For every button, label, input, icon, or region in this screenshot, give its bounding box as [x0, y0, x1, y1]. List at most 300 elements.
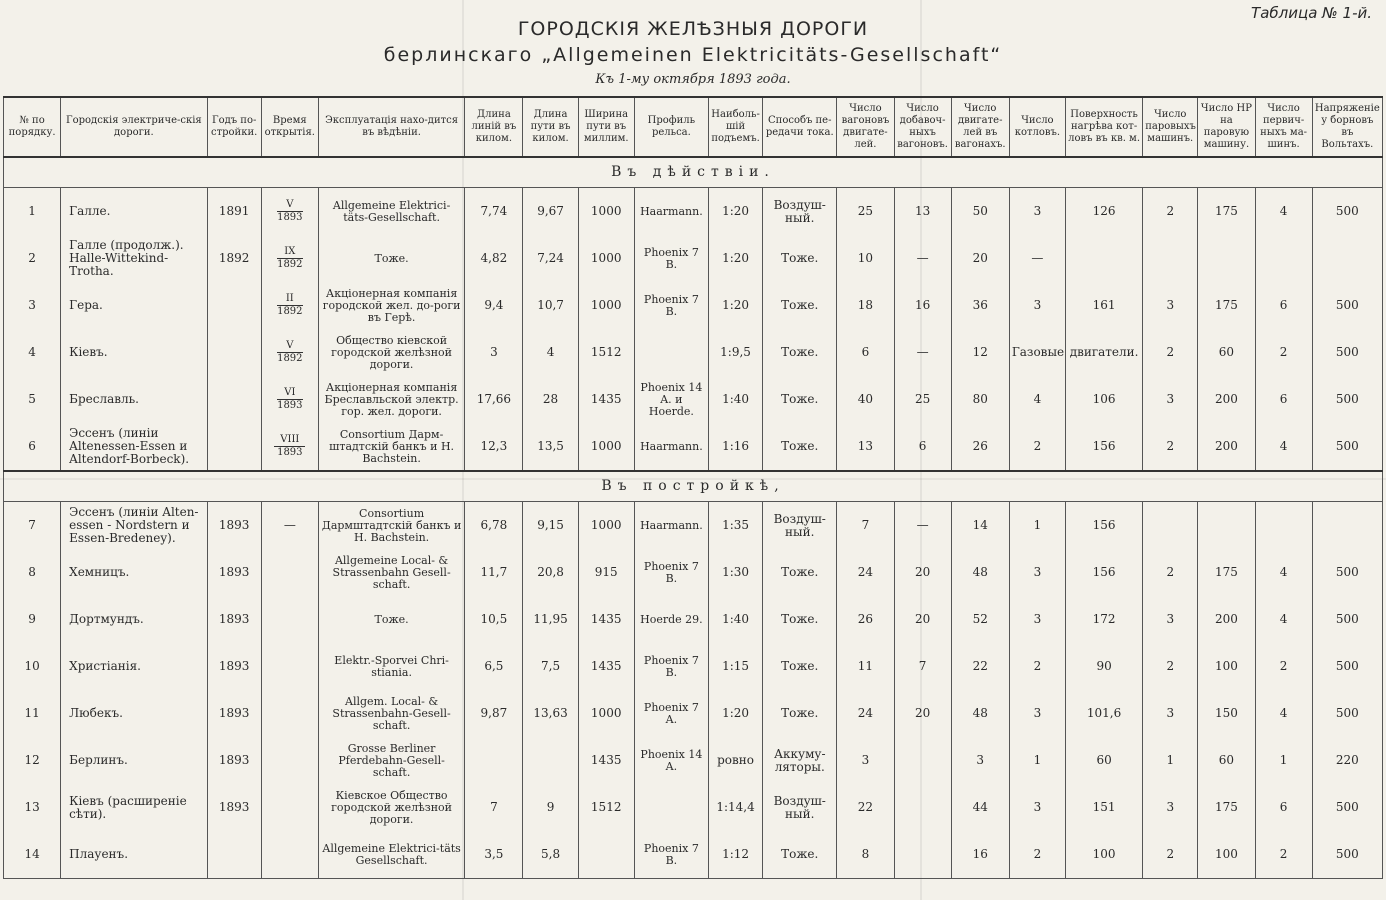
cell-hp: [1198, 502, 1255, 550]
cell-steam-engines: 2: [1143, 329, 1198, 376]
cell-primary: 2: [1255, 643, 1312, 690]
cell-motors: 36: [951, 282, 1009, 329]
cell-trailers: 20: [894, 549, 951, 596]
cell-gauge: 915: [578, 549, 634, 596]
cell-name: Кіевъ.: [61, 329, 207, 376]
cell-grade: 1:9,5: [708, 329, 762, 376]
cell-motor-cars: 24: [837, 549, 894, 596]
cell-rail: Phoenix 7 B.: [634, 831, 708, 879]
cell-name: Плауенъ.: [61, 831, 207, 879]
cell-opening: [261, 329, 318, 376]
opening-year: 1892: [277, 259, 303, 270]
cell-gauge: 1000: [578, 690, 634, 737]
cell-grade: 1:20: [708, 690, 762, 737]
cell-current: Тоже.: [763, 282, 837, 329]
table-row: [4, 831, 1383, 879]
cell-heating: 161: [1065, 282, 1142, 329]
cell-current: Тоже.: [763, 423, 837, 471]
cell-grade: 1:40: [708, 596, 762, 643]
opening-year: 1892: [277, 353, 303, 364]
table-row: [4, 423, 1383, 471]
cell-boilers: 3: [1009, 188, 1065, 236]
cell-voltage: 500: [1312, 329, 1382, 376]
cell-grade: 1:16: [708, 423, 762, 471]
table-row: [4, 643, 1383, 690]
opening-fraction: [277, 340, 302, 365]
cell-len-track: 11,95: [523, 596, 578, 643]
cell-steam-engines: 2: [1143, 549, 1198, 596]
cell-primary: 2: [1255, 831, 1312, 879]
cell-grade: 1:14,4: [708, 784, 762, 831]
cell-motors: 26: [951, 423, 1009, 471]
cell-name: Кіевъ (расширеніе сѣти).: [61, 784, 207, 831]
cell-hp: 100: [1198, 831, 1255, 879]
table-row: [4, 376, 1383, 423]
page-subtitle: берлинскаго „Allgemeinen Elektricitäts-Gesellschaft“: [383, 44, 1003, 66]
cell-year: 1893: [207, 596, 261, 643]
cell-name: Христіанія.: [61, 643, 207, 690]
cell-gauge: 1000: [578, 282, 634, 329]
cell-gauge: 1512: [578, 784, 634, 831]
cell-operator: Акціонерная компанія городской жел. до-роги въ Герѣ.: [318, 282, 464, 329]
cell-heating: 106: [1065, 376, 1142, 423]
cell-boilers: Газовые: [1009, 329, 1065, 376]
column-header: Время открытія.: [261, 97, 318, 157]
cell-len-line: 12,3: [465, 423, 523, 471]
cell-len-line: 3: [465, 329, 523, 376]
table-row: [4, 235, 1383, 282]
column-header: Длина линій въ килом.: [465, 97, 523, 157]
cell-len-line: 4,82: [465, 235, 523, 282]
cell-motors: 80: [951, 376, 1009, 423]
cell-len-track: 4: [523, 329, 578, 376]
column-header: Число HP на паровую машину.: [1198, 97, 1255, 157]
cell-len-line: [465, 737, 523, 784]
cell-year: 1893: [207, 737, 261, 784]
cell-hp: [1198, 235, 1255, 282]
cell-motor-cars: 25: [837, 188, 894, 236]
cell-year: 1893: [207, 643, 261, 690]
column-header: № по порядку.: [4, 97, 61, 157]
cell-motor-cars: 7: [837, 502, 894, 550]
cell-no: 12: [4, 737, 61, 784]
cell-hp: 200: [1198, 596, 1255, 643]
cell-hp: 175: [1198, 549, 1255, 596]
cell-boilers: 2: [1009, 423, 1065, 471]
cell-motors: 22: [951, 643, 1009, 690]
table-row: [4, 329, 1383, 376]
cell-len-line: 10,5: [465, 596, 523, 643]
cell-voltage: 500: [1312, 596, 1382, 643]
cell-name: Бреславль.: [61, 376, 207, 423]
cell-rail: [634, 329, 708, 376]
cell-trailers: 25: [894, 376, 951, 423]
cell-name: Эссенъ (линіи Alten-essen - Nordstern и Essen-Bredeney).: [61, 502, 207, 550]
cell-name: Галле (продолж.). Halle-Wittekind-Trotha.: [61, 235, 207, 282]
cell-motor-cars: 3: [837, 737, 894, 784]
cell-motors: 20: [951, 235, 1009, 282]
cell-motor-cars: 40: [837, 376, 894, 423]
cell-current: Воздуш-ный.: [763, 502, 837, 550]
cell-steam-engines: 2: [1143, 643, 1198, 690]
cell-gauge: 1000: [578, 502, 634, 550]
cell-name: Галле.: [61, 188, 207, 236]
column-header: Городскія электриче-скія дороги.: [61, 97, 207, 157]
cell-boilers: 1: [1009, 737, 1065, 784]
cell-operator: Elektr.-Sporvei Chri-stiania.: [318, 643, 464, 690]
cell-primary: [1255, 502, 1312, 550]
cell-year: 1893: [207, 549, 261, 596]
cell-len-line: 7,74: [465, 188, 523, 236]
cell-current: Аккуму-ляторы.: [763, 737, 837, 784]
cell-len-track: 13,5: [523, 423, 578, 471]
cell-len-line: 9,87: [465, 690, 523, 737]
cell-opening: [261, 831, 318, 879]
cell-steam-engines: 3: [1143, 282, 1198, 329]
page-title: ГОРОДСКІЯ ЖЕЛѢЗНЫЯ ДОРОГИ: [517, 18, 869, 40]
cell-gauge: 1000: [578, 423, 634, 471]
cell-steam-engines: 2: [1143, 831, 1198, 879]
cell-year: [207, 831, 261, 879]
cell-heating: 100: [1065, 831, 1142, 879]
section-title: Въ дѣйствіи.: [4, 157, 1383, 188]
cell-operator: Тоже.: [318, 235, 464, 282]
column-header: Число вагоновъ двигате-лей.: [837, 97, 894, 157]
cell-len-line: 6,78: [465, 502, 523, 550]
cell-gauge: [578, 831, 634, 879]
column-header: Способъ пе-редачи тока.: [763, 97, 837, 157]
cell-len-track: 28: [523, 376, 578, 423]
cell-trailers: 7: [894, 643, 951, 690]
cell-heating: 151: [1065, 784, 1142, 831]
cell-operator: Consortium Дарм-штадтскій банкъ и Н. Bachstein.: [318, 423, 464, 471]
cell-primary: 4: [1255, 549, 1312, 596]
cell-current: Тоже.: [763, 831, 837, 879]
cell-name: Хемницъ.: [61, 549, 207, 596]
cell-gauge: 1435: [578, 376, 634, 423]
column-header: Длина пути въ килом.: [523, 97, 578, 157]
column-header: Число добавоч-ныхъ вагоновъ.: [894, 97, 951, 157]
cell-trailers: 6: [894, 423, 951, 471]
cell-operator: Тоже.: [318, 596, 464, 643]
cell-grade: 1:35: [708, 502, 762, 550]
cell-name: Дортмундъ.: [61, 596, 207, 643]
section-header: [4, 471, 1383, 502]
column-header: Число двигате-лей въ вагонахъ.: [951, 97, 1009, 157]
cell-hp: 60: [1198, 737, 1255, 784]
cell-rail: Hoerde 29.: [634, 596, 708, 643]
cell-motors: 50: [951, 188, 1009, 236]
column-header: Число котловъ.: [1009, 97, 1065, 157]
cell-trailers: 16: [894, 282, 951, 329]
cell-voltage: 500: [1312, 784, 1382, 831]
cell-trailers: [894, 737, 951, 784]
cell-steam-engines: 3: [1143, 376, 1198, 423]
cell-operator: Grosse Berliner Pferdebahn-Gesell-schaft.: [318, 737, 464, 784]
opening-year: 1893: [277, 212, 303, 223]
cell-len-line: 7: [465, 784, 523, 831]
cell-year: [207, 282, 261, 329]
cell-motors: 48: [951, 549, 1009, 596]
cell-motor-cars: 18: [837, 282, 894, 329]
column-header: Напряженіе у борновъ въ Вольтахъ.: [1312, 97, 1382, 157]
cell-no: 7: [4, 502, 61, 550]
cell-opening: [261, 549, 318, 596]
table-row: [4, 549, 1383, 596]
cell-operator: Consortium Дармштадтскій банкъ и Н. Bachstein.: [318, 502, 464, 550]
cell-rail: Haarmann.: [634, 502, 708, 550]
cell-voltage: [1312, 235, 1382, 282]
cell-primary: [1255, 235, 1312, 282]
cell-steam-engines: 1: [1143, 737, 1198, 784]
cell-operator: Allgemeine Elektrici-täts Gesellschaft.: [318, 831, 464, 879]
cell-name: Любекъ.: [61, 690, 207, 737]
cell-grade: 1:40: [708, 376, 762, 423]
cell-operator: Кіевское Общество городской желѣзной дороги.: [318, 784, 464, 831]
cell-boilers: 2: [1009, 643, 1065, 690]
cell-len-track: 9,15: [523, 502, 578, 550]
opening-fraction: [277, 387, 302, 412]
cell-gauge: 1435: [578, 643, 634, 690]
column-header: Профиль рельса.: [634, 97, 708, 157]
opening-fraction: [274, 434, 305, 459]
cell-motor-cars: 22: [837, 784, 894, 831]
cell-opening: —: [261, 502, 318, 550]
opening-fraction: [277, 246, 302, 271]
cell-motor-cars: 6: [837, 329, 894, 376]
cell-motors: 3: [951, 737, 1009, 784]
table-row: [4, 690, 1383, 737]
cell-no: 8: [4, 549, 61, 596]
opening-fraction: [277, 199, 302, 224]
cell-rail: Phoenix 14 A.: [634, 737, 708, 784]
cell-opening: [261, 376, 318, 423]
cell-heating: 90: [1065, 643, 1142, 690]
column-header: Ширина пути въ миллим.: [578, 97, 634, 157]
cell-motors: 14: [951, 502, 1009, 550]
cell-primary: 4: [1255, 690, 1312, 737]
cell-steam-engines: [1143, 235, 1198, 282]
cell-no: 2: [4, 235, 61, 282]
cell-len-track: 10,7: [523, 282, 578, 329]
cell-voltage: 500: [1312, 282, 1382, 329]
cell-grade: 1:15: [708, 643, 762, 690]
cell-trailers: 20: [894, 690, 951, 737]
opening-fraction: [277, 293, 302, 318]
cell-year: 1893: [207, 690, 261, 737]
table-row: [4, 784, 1383, 831]
cell-boilers: 3: [1009, 596, 1065, 643]
cell-primary: 4: [1255, 188, 1312, 236]
cell-opening: [261, 282, 318, 329]
cell-len-line: 11,7: [465, 549, 523, 596]
cell-operator: Акціонерная компанія Бреславльской электр. гор. жел. дороги.: [318, 376, 464, 423]
cell-year: 1893: [207, 502, 261, 550]
cell-hp: 175: [1198, 188, 1255, 236]
cell-motor-cars: 8: [837, 831, 894, 879]
cell-len-line: 9,4: [465, 282, 523, 329]
opening-year: 1893: [277, 400, 303, 411]
cell-voltage: 500: [1312, 643, 1382, 690]
cell-grade: 1:12: [708, 831, 762, 879]
cell-no: 10: [4, 643, 61, 690]
cell-hp: 60: [1198, 329, 1255, 376]
cell-rail: Phoenix 14 A. и Hoerde.: [634, 376, 708, 423]
cell-boilers: 3: [1009, 549, 1065, 596]
cell-current: Тоже.: [763, 376, 837, 423]
cell-year: [207, 376, 261, 423]
cell-current: Тоже.: [763, 596, 837, 643]
cell-len-track: 5,8: [523, 831, 578, 879]
table-row: [4, 596, 1383, 643]
cell-year: 1893: [207, 784, 261, 831]
cell-voltage: 500: [1312, 423, 1382, 471]
opening-month: IX: [277, 246, 302, 259]
cell-operator: Allgemeine Local- & Strassenbahn Gesell-schaft.: [318, 549, 464, 596]
table-row: [4, 502, 1383, 550]
cell-motors: 48: [951, 690, 1009, 737]
cell-gauge: 1000: [578, 235, 634, 282]
header-row: [4, 97, 1383, 157]
cell-opening: [261, 188, 318, 236]
cell-rail: Phoenix 7 A.: [634, 690, 708, 737]
cell-current: Воздуш-ный.: [763, 188, 837, 236]
cell-voltage: 500: [1312, 188, 1382, 236]
cell-grade: 1:20: [708, 188, 762, 236]
cell-primary: 1: [1255, 737, 1312, 784]
cell-heating: 172: [1065, 596, 1142, 643]
cell-hp: 150: [1198, 690, 1255, 737]
cell-boilers: 3: [1009, 784, 1065, 831]
cell-motor-cars: 10: [837, 235, 894, 282]
cell-rail: [634, 784, 708, 831]
cell-rail: Phoenix 7 B.: [634, 643, 708, 690]
cell-len-track: 7,5: [523, 643, 578, 690]
cell-motor-cars: 13: [837, 423, 894, 471]
cell-motor-cars: 11: [837, 643, 894, 690]
cell-primary: 2: [1255, 329, 1312, 376]
opening-month: V: [277, 199, 302, 212]
cell-opening: [261, 423, 318, 471]
cell-opening: [261, 784, 318, 831]
cell-year: [207, 329, 261, 376]
cell-steam-engines: 2: [1143, 423, 1198, 471]
cell-heating: 126: [1065, 188, 1142, 236]
cell-motors: 44: [951, 784, 1009, 831]
cell-steam-engines: 2: [1143, 188, 1198, 236]
cell-gauge: 1435: [578, 596, 634, 643]
cell-rail: Haarmann.: [634, 188, 708, 236]
cell-hp: 175: [1198, 784, 1255, 831]
cell-heating: 101,6: [1065, 690, 1142, 737]
cell-no: 9: [4, 596, 61, 643]
cell-primary: 4: [1255, 423, 1312, 471]
cell-no: 13: [4, 784, 61, 831]
cell-heating: 156: [1065, 549, 1142, 596]
cell-grade: 1:20: [708, 235, 762, 282]
cell-rail: Phoenix 7 B.: [634, 282, 708, 329]
cell-rail: Haarmann.: [634, 423, 708, 471]
cell-operator: Allgem. Local- & Strassenbahn-Gesell-schaft.: [318, 690, 464, 737]
column-header: Годъ по-стройки.: [207, 97, 261, 157]
cell-voltage: 500: [1312, 549, 1382, 596]
cell-no: 6: [4, 423, 61, 471]
cell-operator: Allgemeine Elektrici-täts-Gesellschaft.: [318, 188, 464, 236]
cell-boilers: 3: [1009, 690, 1065, 737]
railways-table: [3, 96, 1383, 879]
opening-year: 1892: [277, 306, 303, 317]
cell-gauge: 1000: [578, 188, 634, 236]
cell-len-track: 20,8: [523, 549, 578, 596]
cell-name: Берлинъ.: [61, 737, 207, 784]
cell-len-track: 13,63: [523, 690, 578, 737]
cell-hp: 100: [1198, 643, 1255, 690]
table-row: [4, 282, 1383, 329]
cell-trailers: —: [894, 502, 951, 550]
cell-grade: ровно: [708, 737, 762, 784]
column-header: Эксплуатація нахо-дится въ вѣдѣніи.: [318, 97, 464, 157]
cell-motors: 16: [951, 831, 1009, 879]
cell-boilers: 1: [1009, 502, 1065, 550]
cell-motor-cars: 24: [837, 690, 894, 737]
cell-year: 1891: [207, 188, 261, 236]
cell-no: 5: [4, 376, 61, 423]
cell-no: 14: [4, 831, 61, 879]
column-header: Число паровыхъ машинъ.: [1143, 97, 1198, 157]
cell-voltage: 500: [1312, 831, 1382, 879]
column-header: Поверхность нагрѣва кот-ловъ въ кв. м.: [1065, 97, 1142, 157]
cell-voltage: 220: [1312, 737, 1382, 784]
cell-len-line: 3,5: [465, 831, 523, 879]
cell-voltage: [1312, 502, 1382, 550]
cell-boilers: 4: [1009, 376, 1065, 423]
cell-opening: [261, 737, 318, 784]
opening-month: VI: [277, 387, 302, 400]
cell-trailers: [894, 831, 951, 879]
cell-primary: 6: [1255, 282, 1312, 329]
section-title: Въ постройкѣ,: [4, 471, 1383, 502]
cell-voltage: 500: [1312, 376, 1382, 423]
column-header: Число первич-ныхъ ма-шинъ.: [1255, 97, 1312, 157]
cell-opening: [261, 235, 318, 282]
table-number: Таблица № 1-й.: [1251, 4, 1372, 22]
cell-len-track: 9,67: [523, 188, 578, 236]
cell-name: Гера.: [61, 282, 207, 329]
cell-no: 1: [4, 188, 61, 236]
cell-len-track: 7,24: [523, 235, 578, 282]
cell-steam-engines: 3: [1143, 690, 1198, 737]
cell-trailers: 13: [894, 188, 951, 236]
date-line: Къ 1-му октября 1893 года.: [595, 72, 791, 87]
cell-heating: двигатели.: [1065, 329, 1142, 376]
table-row: [4, 188, 1383, 236]
cell-no: 11: [4, 690, 61, 737]
cell-heating: 60: [1065, 737, 1142, 784]
cell-name: Эссенъ (линіи Altenessen-Essen и Altendorf-Borbeck).: [61, 423, 207, 471]
opening-month: VIII: [274, 434, 305, 447]
cell-steam-engines: [1143, 502, 1198, 550]
cell-len-track: 9: [523, 784, 578, 831]
cell-motors: 12: [951, 329, 1009, 376]
column-header: Наиболь-шій подъемъ.: [708, 97, 762, 157]
cell-no: 3: [4, 282, 61, 329]
cell-motors: 52: [951, 596, 1009, 643]
cell-opening: [261, 643, 318, 690]
cell-opening: [261, 596, 318, 643]
cell-trailers: [894, 784, 951, 831]
cell-len-track: [523, 737, 578, 784]
cell-heating: 156: [1065, 502, 1142, 550]
